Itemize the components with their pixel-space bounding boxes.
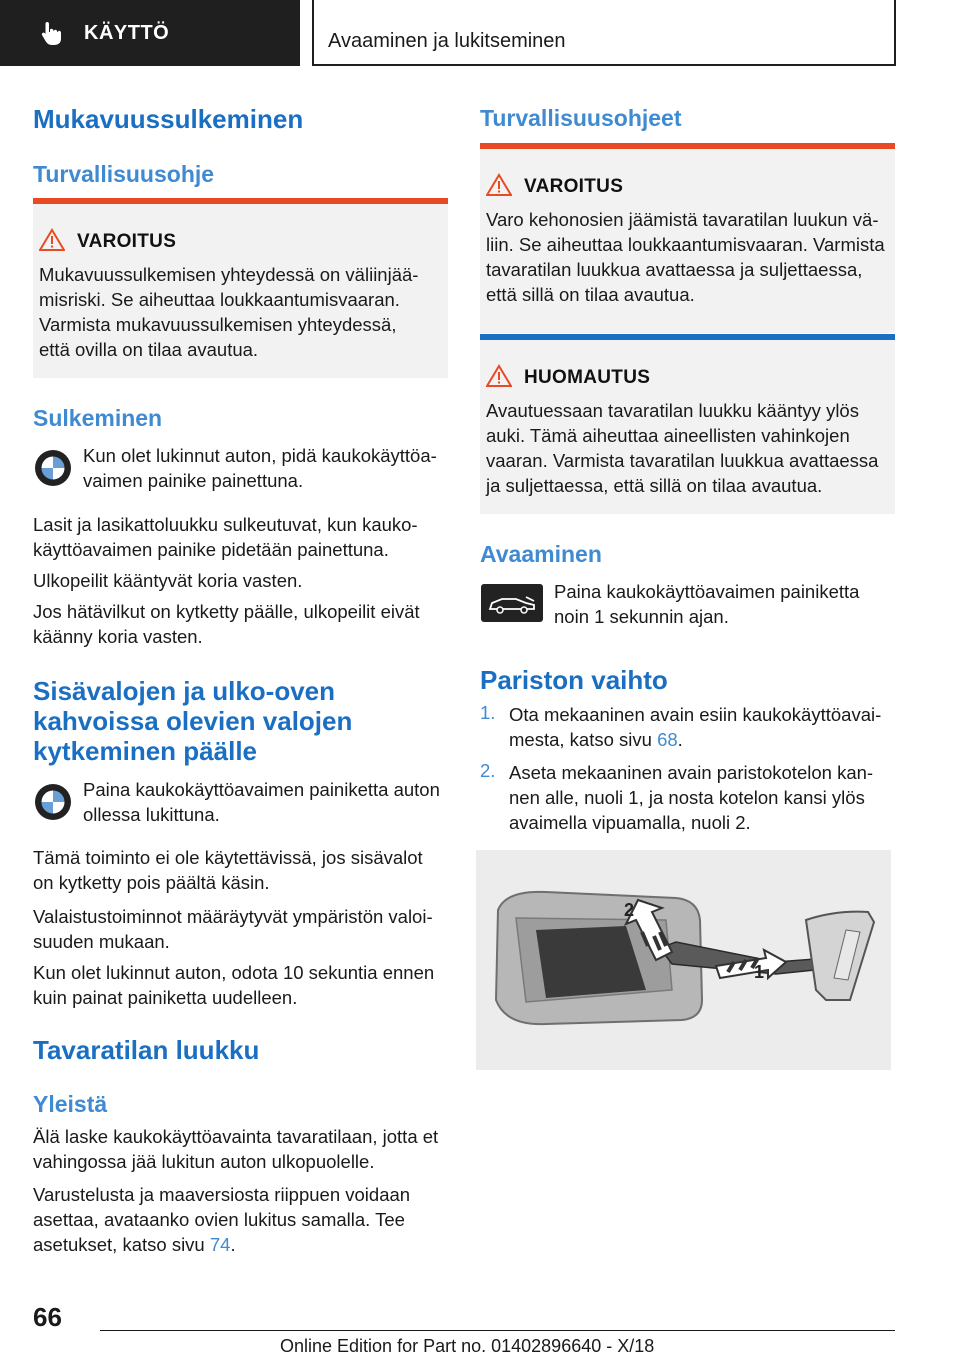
heading-sulkeminen: Sulkeminen xyxy=(33,405,163,431)
text-line: vahingossa jää lukitun auton ulkopuolelle. xyxy=(33,1151,375,1172)
sisavalot-icon-text xyxy=(83,777,453,827)
text-line: asettaa, avataanko ovien lukitus samalla. Tee xyxy=(33,1209,405,1230)
text-line: noin 1 sekunnin ajan. xyxy=(554,606,729,627)
text-line: Jos hätävilkut on kytketty päälle, ulkopeilit eivät xyxy=(33,601,420,622)
text-fragment: asetukset, katso sivu xyxy=(33,1234,210,1255)
notice-title: HUOMAUTUS xyxy=(524,367,651,388)
warning-line: Varmista mukavuussulkemisen yhteydessä, xyxy=(39,314,397,335)
warning-line: että sillä on tilaa avautua. xyxy=(486,284,695,305)
text-fragment: mesta, katso sivu xyxy=(509,729,658,750)
warning-line: liin. Se aiheuttaa loukkaantumisvaaran. Varmista xyxy=(486,234,885,255)
section-tab[interactable] xyxy=(0,0,300,66)
edition-text: Online Edition for Part no. 01402896640 - X/18 xyxy=(280,1336,655,1356)
text-line xyxy=(33,1232,453,1257)
text-line: nen alle, nuoli 1, ja nosta kotelon kansi ylös xyxy=(509,787,865,808)
sisavalot-paragraph-2 xyxy=(33,904,453,954)
heading-mukavuussulkeminen: Mukavuussulkeminen xyxy=(33,104,304,134)
avaaminen-icon-text xyxy=(554,579,894,629)
notice-box-luukku xyxy=(480,334,895,514)
notice-line: vaaran. Varmista tavaratilan luukkua avattaessa xyxy=(486,450,879,471)
heading-tavaratilan-luukku: Tavaratilan luukku xyxy=(33,1035,260,1065)
text-line: Valaistustoiminnot määräytyvät ympäristön valoi- xyxy=(33,906,433,927)
heading-line: kytkeminen päälle xyxy=(33,736,257,766)
page-header xyxy=(0,0,960,66)
arrow-1-label: 1 xyxy=(754,962,765,982)
heading-turvallisuusohje: Turvallisuusohje xyxy=(33,161,215,187)
warning-body xyxy=(39,262,442,362)
warning-triangle-icon xyxy=(486,364,512,388)
warning-title: VAROITUS xyxy=(77,231,177,252)
text-line: on kytketty pois päältä käsin. xyxy=(33,872,270,893)
text-line: Varustelusta ja maaversiosta riippuen voidaan xyxy=(33,1184,411,1205)
sisavalot-paragraph-1 xyxy=(33,845,453,895)
step-1-text xyxy=(509,702,899,752)
text-fragment: . xyxy=(677,729,683,750)
notice-line: Avautuessaan tavaratilan luukku kääntyy ylös xyxy=(486,400,859,421)
step-number: 2. xyxy=(480,760,496,781)
heading-sisavalot xyxy=(33,676,352,766)
heading-line: Sisävalojen ja ulko‑oven xyxy=(33,676,335,706)
chapter-title: Avaaminen ja lukitseminen xyxy=(328,30,566,52)
heading-line: kahvoissa olevien valojen xyxy=(33,706,353,736)
pointing-hand-icon xyxy=(38,19,66,47)
footer-divider xyxy=(100,1330,895,1331)
text-line: Ota mekaaninen avain esiin kaukokäyttöavai- xyxy=(509,704,882,725)
text-line: suuden mukaan. xyxy=(33,931,170,952)
warning-title: VAROITUS xyxy=(524,176,624,197)
text-line: Älä laske kaukokäyttöavainta tavaratilaan, jotta et xyxy=(33,1126,439,1147)
sulkeminen-paragraph-2: Ulkopeilit kääntyvät koria vasten. xyxy=(33,570,303,591)
text-line: vaimen painike painettuna. xyxy=(83,470,304,491)
step-2-text xyxy=(509,760,899,835)
text-line: Tämä toiminto ei ole käytettävissä, jos sisävalot xyxy=(33,847,423,868)
text-line: Kun olet lukinnut auton, odota 10 sekuntia ennen xyxy=(33,962,435,983)
text-line: avaimella vipuamalla, nuoli 2. xyxy=(509,812,751,833)
text-line: Lasit ja lasikattoluukku sulkeutuvat, kun kauko- xyxy=(33,514,418,535)
text-line: Paina kaukokäyttöavaimen painiketta xyxy=(554,581,860,602)
heading-yleista: Yleistä xyxy=(33,1091,108,1117)
bmw-key-icon xyxy=(33,448,73,488)
warning-line: että ovilla on tilaa avautua. xyxy=(39,339,259,360)
sulkeminen-paragraph-1 xyxy=(33,512,453,562)
page-link-74[interactable]: 74 xyxy=(209,1234,231,1255)
sisavalot-paragraph-3 xyxy=(33,960,453,1010)
section-tab-label: KÄYTTÖ xyxy=(84,21,170,44)
heading-avaaminen: Avaaminen xyxy=(480,541,602,567)
bmw-key-icon xyxy=(33,782,73,822)
text-line xyxy=(509,727,899,752)
sulkeminen-icon-text xyxy=(83,443,453,493)
warning-box-luukku xyxy=(480,143,895,333)
key-illustration xyxy=(476,850,891,1070)
step-number: 1. xyxy=(480,702,496,723)
notice-line: ja suljettaessa, että sillä on tilaa avautua. xyxy=(486,475,823,496)
page-link-68[interactable]: 68 xyxy=(657,729,678,750)
warning-triangle-icon xyxy=(39,228,65,252)
text-line: kuin painat painiketta uudelleen. xyxy=(33,987,298,1008)
warning-line: Mukavuussulkemisen yhteydessä on väliinjää- xyxy=(39,264,419,285)
warning-line: tavaratilan luukkua avattaessa ja suljettaessa, xyxy=(486,259,863,280)
page-number: 66 xyxy=(33,1302,62,1332)
warning-body xyxy=(486,207,889,307)
text-fragment: . xyxy=(230,1234,236,1255)
notice-body xyxy=(486,398,889,498)
text-line: ollessa lukittuna. xyxy=(83,804,220,825)
yleista-paragraph-2 xyxy=(33,1182,453,1257)
text-line: käänny koria vasten. xyxy=(33,626,203,647)
yleista-paragraph-1 xyxy=(33,1124,453,1174)
notice-line: auki. Tämä aiheuttaa aineellisten vahinkojen xyxy=(486,425,850,446)
heading-pariston-vaihto: Pariston vaihto xyxy=(480,665,668,695)
battery-replacement-figure xyxy=(476,850,891,1070)
warning-box-mukavuus xyxy=(33,198,448,378)
text-line: Kun olet lukinnut auton, pidä kaukokäyttöa- xyxy=(83,445,437,466)
sulkeminen-paragraph-3 xyxy=(33,599,453,649)
text-line: Aseta mekaaninen avain paristokotelon kan- xyxy=(509,762,874,783)
arrow-2-label: 2 xyxy=(624,900,635,920)
warning-triangle-icon xyxy=(486,173,512,197)
text-line: käyttöavaimen painike pidetään painettuna. xyxy=(33,539,389,560)
chapter-title-box xyxy=(312,0,896,66)
trunk-button-icon xyxy=(480,583,544,623)
text-line: Paina kaukokäyttöavaimen painiketta auton xyxy=(83,779,440,800)
warning-line: misriski. Se aiheuttaa loukkaantumisvaaran. xyxy=(39,289,400,310)
heading-turvallisuusohjeet: Turvallisuusohjeet xyxy=(480,105,682,131)
warning-line: Varo kehonosien jäämistä tavaratilan luukun vä- xyxy=(486,209,879,230)
